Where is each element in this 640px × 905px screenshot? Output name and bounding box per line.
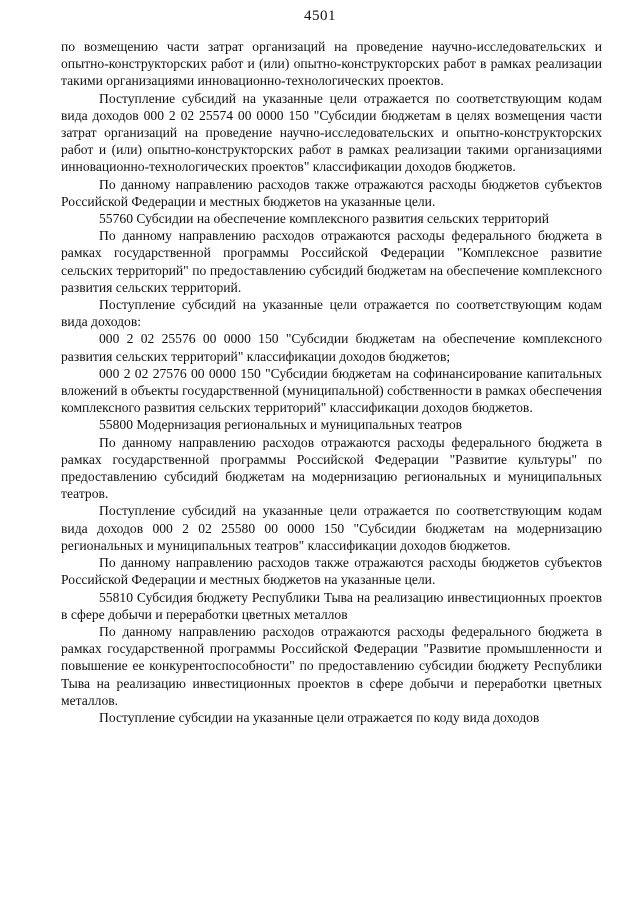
income-code-item: 000 2 02 27576 00 0000 150 "Субсидии бюджетам на софинансирование капитальных вложений в объекты государственной (муниципальной) собственности в рамках обеспечения комплексного развития сельских территорий" классификации доходов бюджетов.	[61, 365, 602, 416]
paragraph: По данному направлению расходов также отражаются расходы бюджетов субъектов Российской Федерации и местных бюджетов на указанные цели.	[61, 555, 602, 588]
section-heading-55760: 55760 Субсидии на обеспечение комплексного развития сельских территорий	[99, 211, 550, 227]
paragraph: Поступление субсидии на указанные цели отражается по коду вида доходов	[99, 709, 540, 725]
document-body	[61, 38, 602, 726]
paragraph: По данному направлению расходов отражаются расходы федерального бюджета в рамках государственной программы Российской Федерации "Развитие культуры" по предоставлению субсидий бюджетам на модернизацию региональных и муниципальных театров.	[61, 434, 602, 502]
income-code-item: 000 2 02 25576 00 0000 150 "Субсидии бюджетам на обеспечение комплексного развития сельских территорий" классификации доходов бюджетов;	[61, 331, 602, 364]
paragraph: Поступление субсидий на указанные цели отражается по соответствующим кодам вида доходов:	[61, 297, 602, 330]
paragraph: Поступление субсидий на указанные цели отражается по соответствующим кодам вида доходов 000 2 02 25580 00 0000 150 "Субсидии бюджетам на модернизацию региональных и муниципальных театров" классификации доходов бюджетов.	[61, 503, 602, 553]
paragraph: Поступление субсидий на указанные цели отражается по соответствующим кодам вида доходов 000 2 02 25574 00 0000 150 "Субсидии бюджетам в целях возмещения части затрат организаций на проведение научно-исследовательских и опытно-конструкторских работ и (или) опытно-конструкторских работ в рамках реализации такими организациями инновационно-технологических проектов" классификации доходов бюджетов.	[61, 90, 602, 175]
page-number: 4501	[304, 8, 336, 24]
paragraph: По данному направлению расходов отражаются расходы федерального бюджета в рамках государственной программы Российской Федерации "Комплексное развитие сельских территорий" по предоставлению субсидий бюджетам на обеспечение комплексного развития сельских территорий.	[61, 228, 602, 295]
paragraph-continuation: по возмещению части затрат организаций на проведение научно-исследовательских и опытно-конструкторских работ и (или) опытно-конструкторских работ в рамках реализации такими организациями инновационно-технологических проектов.	[61, 39, 602, 89]
paragraph: По данному направлению расходов также отражаются расходы бюджетов субъектов Российской Федерации и местных бюджетов на указанные цели.	[61, 176, 602, 209]
paragraph: По данному направлению расходов отражаются расходы федерального бюджета в рамках государственной программы Российской Федерации "Развитие промышленности и повышение ее конкурентоспособности" по предоставлению субсидии бюджету Республики Тыва на реализацию инвестиционных проектов в сфере добычи и переработки цветных металлов.	[61, 623, 602, 708]
section-heading-55800: 55800 Модернизация региональных и муниципальных театров	[99, 417, 463, 433]
section-heading-55810: 55810 Субсидия бюджету Республики Тыва на реализацию инвестиционных проектов в сфере добычи и переработки цветных металлов	[61, 589, 602, 622]
